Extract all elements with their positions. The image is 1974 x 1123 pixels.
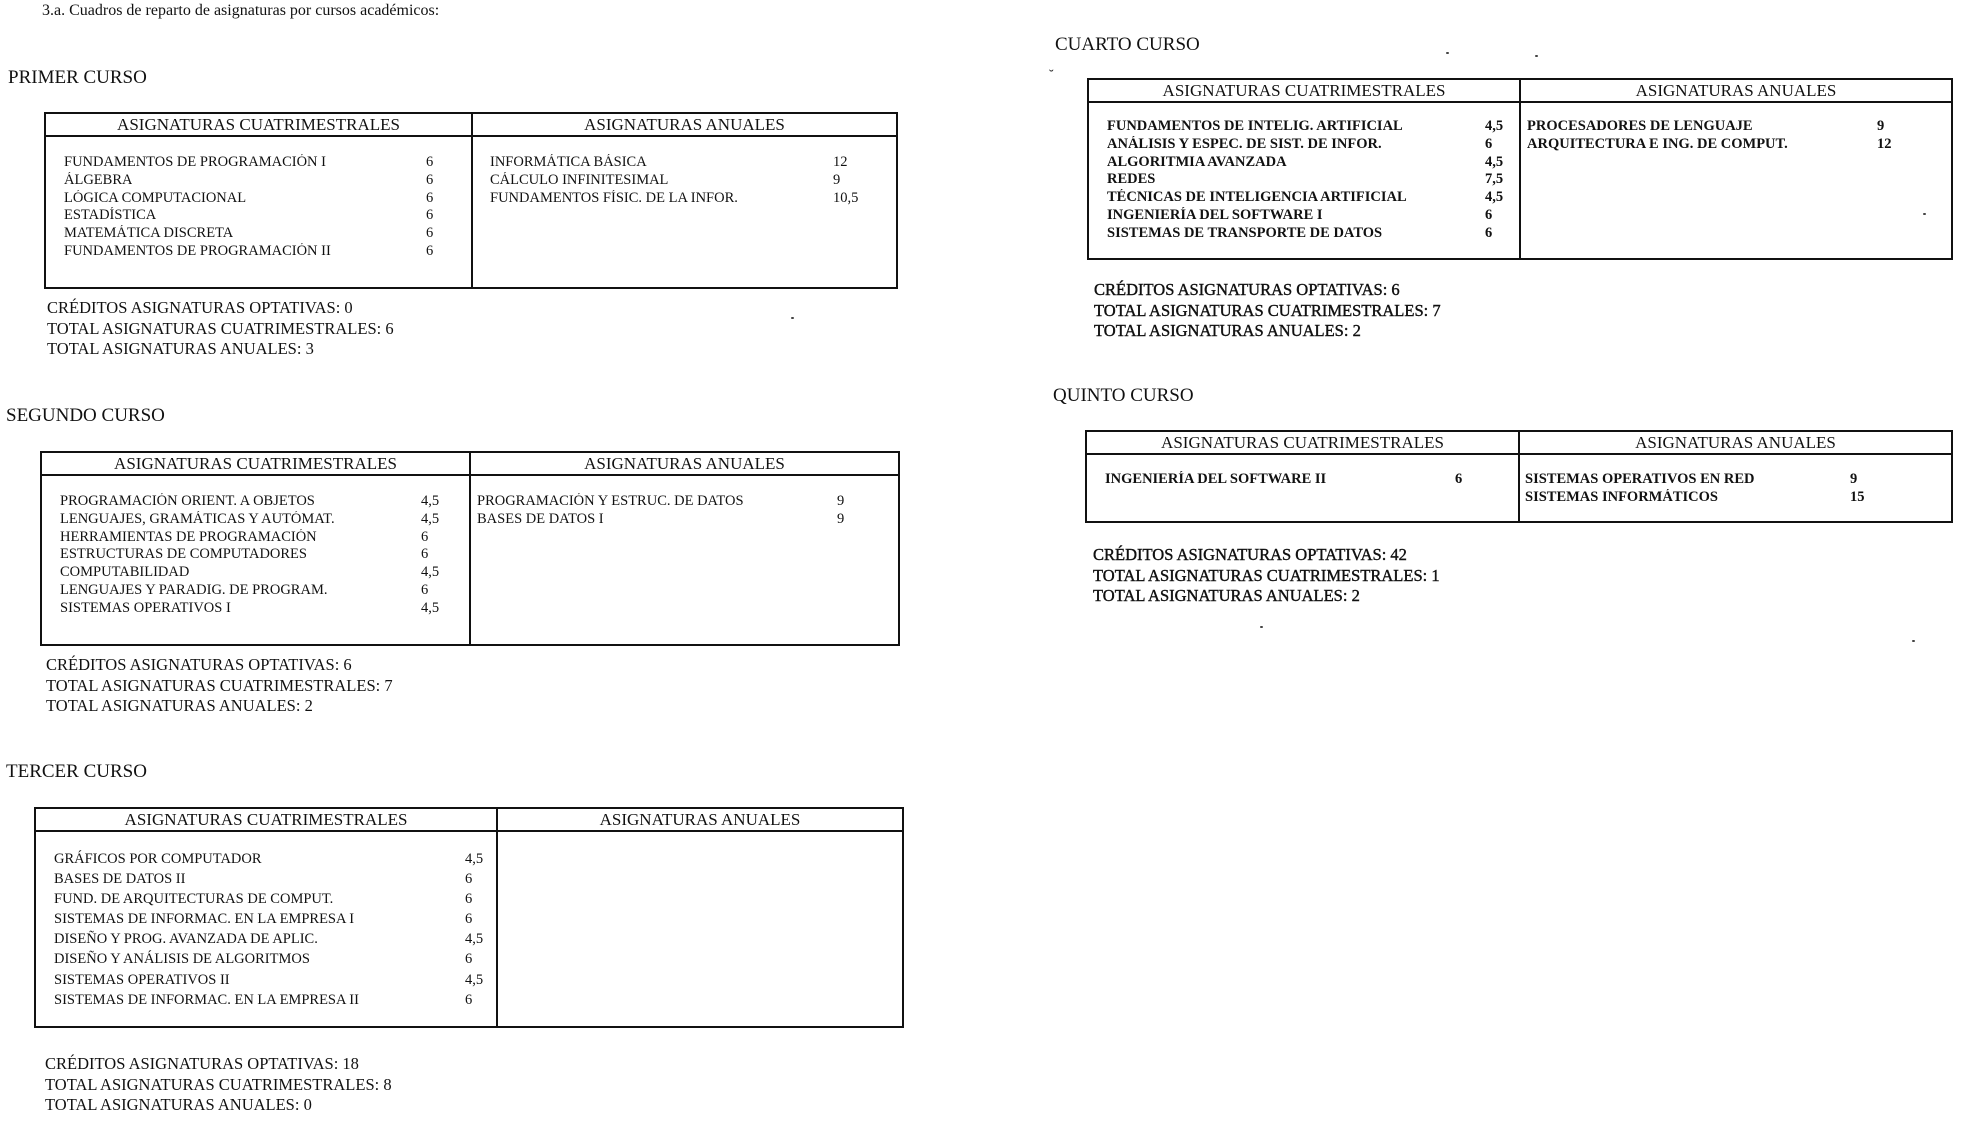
- course-title-tercer: TERCER CURSO: [6, 761, 147, 782]
- subject-credits: 6: [465, 871, 473, 888]
- subject-row: [1107, 189, 1507, 207]
- scan-speck: [1912, 640, 1915, 642]
- subject-name: LENGUAJES Y PARADIG. DE PROGRAM.: [60, 581, 328, 598]
- course-totals-segundo: [46, 655, 393, 717]
- subject-credits: 6: [1485, 224, 1493, 241]
- anuales-empty-cell: [497, 831, 903, 1027]
- intro-text: 3.a. Cuadros de reparto de asignaturas por cursos académicos:: [42, 2, 440, 19]
- total-cuatrimestrales: TOTAL ASIGNATURAS CUATRIMESTRALES: 7: [1094, 300, 1441, 320]
- cuatrimestrales-list: [64, 154, 436, 261]
- subject-name: SISTEMAS DE INFORMAC. EN LA EMPRESA I: [54, 911, 355, 928]
- subject-credits: 6: [421, 581, 429, 598]
- course-table-primer: [44, 112, 898, 289]
- course-totals-quinto: [1093, 545, 1440, 607]
- scan-speck: [1923, 213, 1926, 215]
- header-anuales: ASIGNATURAS ANUALES: [1519, 431, 1952, 454]
- subject-name: BASES DE DATOS I: [477, 510, 604, 527]
- subject-credits: 6: [421, 546, 429, 563]
- subject-row: [60, 529, 443, 547]
- course-table-cuarto: [1087, 78, 1953, 260]
- subject-name: ARQUITECTURA E ING. DE COMPUT.: [1527, 135, 1788, 152]
- subject-credits: 4,5: [465, 971, 484, 988]
- subject-credits: 6: [426, 171, 434, 188]
- subject-name: ANÁLISIS Y ESPEC. DE SIST. DE INFOR.: [1107, 135, 1382, 152]
- subject-name: DISEÑO Y ANÁLISIS DE ALGORITMOS: [54, 951, 310, 968]
- subject-row: [60, 511, 443, 529]
- course-title-segundo: SEGUNDO CURSO: [6, 405, 165, 426]
- subject-row: [64, 190, 436, 208]
- subject-credits: 4,5: [465, 931, 484, 948]
- subject-name: SISTEMAS OPERATIVOS EN RED: [1525, 471, 1755, 487]
- subject-row: [54, 869, 487, 889]
- cuatrimestrales-list: [1107, 118, 1507, 243]
- subject-name: REDES: [1107, 171, 1156, 188]
- course-table-tercer: [34, 807, 904, 1028]
- subject-credits: 6: [426, 242, 434, 259]
- subject-credits: 4,5: [421, 510, 440, 527]
- subject-row: [54, 929, 487, 949]
- total-anuales: TOTAL ASIGNATURAS ANUALES: 2: [46, 696, 313, 715]
- anuales-list: [477, 493, 847, 529]
- subject-row: [54, 970, 487, 990]
- subject-credits: 6: [465, 991, 473, 1008]
- subject-credits: 6: [426, 207, 434, 224]
- subject-credits: 6: [426, 225, 434, 242]
- subject-row: [1107, 171, 1507, 189]
- subject-row: [477, 511, 847, 529]
- subject-row: [1107, 225, 1507, 243]
- course-totals-tercer: [45, 1054, 392, 1116]
- subject-credits: 15: [1850, 488, 1865, 505]
- header-anuales: ASIGNATURAS ANUALES: [497, 808, 903, 831]
- subject-row: [490, 154, 863, 172]
- subject-credits: 9: [1850, 471, 1858, 487]
- subject-name: TÉCNICAS DE INTELIGENCIA ARTIFICIAL: [1107, 189, 1407, 206]
- subject-credits: 7,5: [1485, 171, 1504, 188]
- course-title-primer: PRIMER CURSO: [8, 67, 147, 88]
- cuatrimestrales-list: [60, 493, 443, 618]
- subject-name: INGENIERÍA DEL SOFTWARE I: [1107, 206, 1323, 223]
- subject-credits: 10,5: [833, 189, 859, 206]
- subject-credits: 12: [1877, 135, 1892, 152]
- scan-speck: [791, 317, 794, 319]
- subject-name: SISTEMAS OPERATIVOS I: [60, 599, 231, 616]
- subject-row: [1525, 471, 1870, 489]
- subject-name: SISTEMAS INFORMÁTICOS: [1525, 488, 1718, 505]
- scan-speck: [1446, 52, 1449, 54]
- subject-name: INFORMÁTICA BÁSICA: [490, 154, 647, 170]
- subject-name: FUNDAMENTOS DE PROGRAMACIÓN II: [64, 242, 331, 259]
- subject-row: [490, 172, 863, 190]
- anuales-list: [1527, 118, 1897, 154]
- subject-name: PROGRAMACIÓN Y ESTRUC. DE DATOS: [477, 493, 744, 509]
- anuales-list: [1525, 471, 1870, 507]
- subject-credits: 12: [833, 154, 848, 170]
- course-totals-primer: [47, 298, 394, 360]
- optativas-credits: CRÉDITOS ASIGNATURAS OPTATIVAS: 6: [1094, 280, 1400, 299]
- optativas-credits: CRÉDITOS ASIGNATURAS OPTATIVAS: 0: [47, 298, 353, 317]
- total-anuales: TOTAL ASIGNATURAS ANUALES: 0: [45, 1095, 312, 1114]
- subject-name: INGENIERÍA DEL SOFTWARE II: [1105, 471, 1327, 487]
- subject-credits: 4,5: [421, 493, 440, 509]
- subject-name: FUND. DE ARQUITECTURAS DE COMPUT.: [54, 891, 334, 908]
- subject-name: GRÁFICOS POR COMPUTADOR: [54, 851, 262, 867]
- header-cuatrimestrales: ASIGNATURAS CUATRIMESTRALES: [1088, 79, 1520, 102]
- subject-credits: 9: [1877, 118, 1885, 134]
- scan-speck: [1535, 55, 1538, 57]
- subject-credits: 4,5: [465, 851, 484, 867]
- subject-row: [64, 243, 436, 261]
- optativas-credits: CRÉDITOS ASIGNATURAS OPTATIVAS: 6: [46, 655, 352, 674]
- optativas-credits: CRÉDITOS ASIGNATURAS OPTATIVAS: 42: [1093, 545, 1407, 564]
- subject-name: FUNDAMENTOS DE INTELIG. ARTIFICIAL: [1107, 118, 1403, 134]
- subject-row: [64, 172, 436, 190]
- subject-credits: 4,5: [421, 599, 440, 616]
- header-anuales: ASIGNATURAS ANUALES: [470, 452, 899, 475]
- subject-name: BASES DE DATOS II: [54, 871, 186, 888]
- subject-row: [477, 493, 847, 511]
- subject-row: [490, 190, 863, 208]
- scan-speck: [1260, 626, 1263, 628]
- cuatrimestrales-list: [1105, 471, 1465, 489]
- subject-row: [1107, 136, 1507, 154]
- subject-row: [60, 493, 443, 511]
- subject-row: [1527, 136, 1897, 154]
- header-cuatrimestrales: ASIGNATURAS CUATRIMESTRALES: [41, 452, 470, 475]
- subject-row: [1107, 154, 1507, 172]
- subject-credits: 6: [465, 951, 473, 968]
- total-anuales: TOTAL ASIGNATURAS ANUALES: 2: [1094, 321, 1361, 340]
- subject-name: SISTEMAS DE INFORMAC. EN LA EMPRESA II: [54, 991, 359, 1008]
- subject-row: [54, 949, 487, 969]
- subject-row: [1107, 207, 1507, 225]
- total-cuatrimestrales: TOTAL ASIGNATURAS CUATRIMESTRALES: 1: [1093, 565, 1440, 585]
- breve-mark: ˘: [1049, 68, 1054, 83]
- subject-row: [1525, 489, 1870, 507]
- subject-credits: 9: [837, 493, 845, 509]
- course-table-segundo: [40, 451, 900, 646]
- subject-row: [60, 546, 443, 564]
- subject-row: [60, 600, 443, 618]
- course-title-cuarto: CUARTO CURSO: [1055, 34, 1200, 55]
- total-anuales: TOTAL ASIGNATURAS ANUALES: 3: [47, 339, 314, 358]
- total-cuatrimestrales: TOTAL ASIGNATURAS CUATRIMESTRALES: 7: [46, 675, 393, 695]
- subject-name: FUNDAMENTOS FÍSIC. DE LA INFOR.: [490, 189, 738, 206]
- subject-credits: 4,5: [421, 564, 440, 581]
- subject-credits: 6: [1485, 206, 1493, 223]
- optativas-credits: CRÉDITOS ASIGNATURAS OPTATIVAS: 18: [45, 1054, 359, 1073]
- subject-credits: 4,5: [1485, 153, 1504, 170]
- total-cuatrimestrales: TOTAL ASIGNATURAS CUATRIMESTRALES: 8: [45, 1074, 392, 1094]
- subject-name: DISEÑO Y PROG. AVANZADA DE APLIC.: [54, 931, 318, 948]
- subject-row: [54, 909, 487, 929]
- subject-credits: 6: [1455, 471, 1463, 487]
- subject-row: [64, 225, 436, 243]
- subject-row: [60, 582, 443, 600]
- subject-credits: 6: [465, 891, 473, 908]
- total-anuales: TOTAL ASIGNATURAS ANUALES: 2: [1093, 586, 1360, 605]
- subject-credits: 4,5: [1485, 189, 1504, 206]
- header-anuales: ASIGNATURAS ANUALES: [1520, 79, 1952, 102]
- subject-name: PROGRAMACIÓN ORIENT. A OBJETOS: [60, 493, 315, 509]
- subject-credits: 6: [421, 528, 429, 545]
- subject-credits: 6: [1485, 135, 1493, 152]
- subject-row: [1107, 118, 1507, 136]
- subject-name: ESTADÍSTICA: [64, 207, 157, 224]
- subject-row: [1105, 471, 1465, 489]
- subject-row: [60, 564, 443, 582]
- header-cuatrimestrales: ASIGNATURAS CUATRIMESTRALES: [1086, 431, 1519, 454]
- course-title-quinto: QUINTO CURSO: [1053, 385, 1194, 406]
- subject-name: HERRAMIENTAS DE PROGRAMACIÓN: [60, 528, 317, 545]
- subject-name: SISTEMAS DE TRANSPORTE DE DATOS: [1107, 224, 1383, 241]
- header-anuales: ASIGNATURAS ANUALES: [472, 113, 897, 136]
- subject-row: [64, 154, 436, 172]
- subject-name: FUNDAMENTOS DE PROGRAMACIÓN I: [64, 154, 326, 170]
- subject-credits: 9: [837, 510, 845, 527]
- subject-name: CÁLCULO INFINITESIMAL: [490, 171, 669, 188]
- subject-name: ALGORITMIA AVANZADA: [1107, 153, 1287, 170]
- subject-name: SISTEMAS OPERATIVOS II: [54, 971, 230, 988]
- subject-row: [64, 207, 436, 225]
- subject-name: COMPUTABILIDAD: [60, 564, 190, 581]
- anuales-list: [490, 154, 863, 207]
- subject-name: PROCESADORES DE LENGUAJE: [1527, 118, 1753, 134]
- subject-name: MATEMÁTICA DISCRETA: [64, 225, 234, 242]
- subject-name: ÁLGEBRA: [64, 171, 133, 188]
- subject-row: [1527, 118, 1897, 136]
- subject-name: ESTRUCTURAS DE COMPUTADORES: [60, 546, 307, 563]
- subject-credits: 6: [426, 154, 434, 170]
- subject-credits: 9: [833, 171, 841, 188]
- subject-row: [54, 990, 487, 1010]
- subject-credits: 4,5: [1485, 118, 1504, 134]
- total-cuatrimestrales: TOTAL ASIGNATURAS CUATRIMESTRALES: 6: [47, 318, 394, 338]
- header-cuatrimestrales: ASIGNATURAS CUATRIMESTRALES: [45, 113, 472, 136]
- subject-credits: 6: [426, 189, 434, 206]
- subject-credits: 6: [465, 911, 473, 928]
- cuatrimestrales-list: [54, 849, 487, 1010]
- course-table-quinto: [1085, 430, 1953, 523]
- subject-name: LENGUAJES, GRAMÁTICAS Y AUTÓMAT.: [60, 510, 335, 527]
- subject-name: LÓGICA COMPUTACIONAL: [64, 189, 247, 206]
- subject-row: [54, 849, 487, 869]
- course-totals-cuarto: [1094, 280, 1441, 342]
- subject-row: [54, 889, 487, 909]
- header-cuatrimestrales: ASIGNATURAS CUATRIMESTRALES: [35, 808, 497, 831]
